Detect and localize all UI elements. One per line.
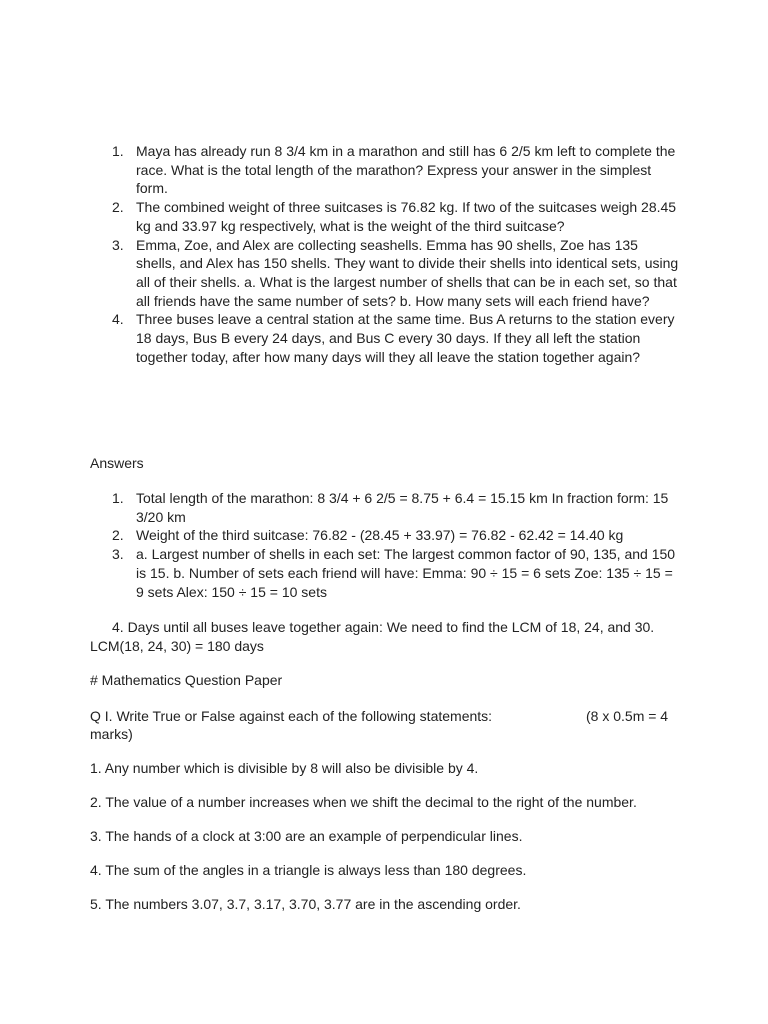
answer-number: 1. [112, 490, 124, 506]
question-number: 1. [112, 143, 124, 159]
question-text: Maya has already run 8 3/4 km in a marathon and still has 6 2/5 km left to complete the race. What is the total length of the marathon? Express your answer in the simplest form. [136, 143, 676, 197]
answer-text: a. Largest number of shells in each set: The largest common factor of 90, 135, and 150 is 15. b. Number of sets each friend will have: Emma: 90 ÷ 15 = 6 sets Zoe: 135 ÷ 15 = 9 sets Alex: 150 ÷ 15 = 10 sets [136, 546, 676, 600]
question-text: Emma, Zoe, and Alex are collecting seashells. Emma has 90 shells, Zoe has 135 shells, and Alex has 150 shells. They want to divide their shells into identical sets, using all of their shells. a. What is the largest number of shells that can be in each set, so that all friends have the same number of sets? b. How many sets will each friend have? [136, 236, 679, 309]
statement-item: 5. The numbers 3.07, 3.7, 3.17, 3.70, 3.77 are in the ascending order. [90, 896, 521, 912]
statement-item: 4. The sum of the angles in a triangle is always less than 180 degrees. [90, 862, 527, 878]
statement-item: 1. Any number which is divisible by 8 will also be divisible by 4. [90, 760, 479, 776]
section-marks-continued: marks) [90, 726, 133, 742]
question-text: The combined weight of three suitcases is 76.82 kg. If two of the suitcases weigh 28.45 kg and 33.97 kg respectively, what is the weight of the third suitcase? [136, 199, 677, 234]
answer-4-text: 4. Days until all buses leave together again: We need to find the LCM of 18, 24, and 30. LCM(18, 24, 30) = 180 days [90, 619, 655, 654]
answer-item [90, 489, 680, 526]
answer-text: Weight of the third suitcase: 76.82 - (28.45 + 33.97) = 76.82 - 62.42 = 14.40 kg [136, 527, 624, 544]
question-number: 3. [112, 236, 124, 253]
answer-item [90, 545, 680, 601]
section-marks: (8 x 0.5m = 4 [586, 708, 669, 724]
statement-item: 3. The hands of a clock at 3:00 are an example of perpendicular lines. [90, 828, 523, 844]
question-item [90, 310, 680, 366]
question-item [90, 198, 680, 235]
question-number: 4. [112, 311, 124, 328]
answer-text: Total length of the marathon: 8 3/4 + 6 2/5 = 8.75 + 6.4 = 15.15 km In fraction form: 15 3/20 km [136, 490, 669, 525]
answers-heading: Answers [90, 455, 144, 471]
question-item [90, 142, 680, 198]
answer-item [90, 526, 680, 545]
answer-number: 2. [112, 527, 124, 544]
answer-number: 3. [112, 546, 124, 563]
question-text: Three buses leave a central station at the same time. Bus A returns to the station every 18 days, Bus B every 24 days, and Bus C every 30 days. If they all left the station together today, after how many days will they all leave the station together again? [136, 311, 675, 365]
paper-heading: # Mathematics Question Paper [90, 672, 283, 688]
section-title: Q I. Write True or False against each of the following statements: [90, 708, 493, 724]
question-item [90, 236, 680, 311]
question-number: 2. [112, 199, 124, 216]
statement-item: 2. The value of a number increases when we shift the decimal to the right of the number. [90, 794, 637, 810]
question-list [90, 142, 680, 366]
answer-list [90, 489, 680, 601]
